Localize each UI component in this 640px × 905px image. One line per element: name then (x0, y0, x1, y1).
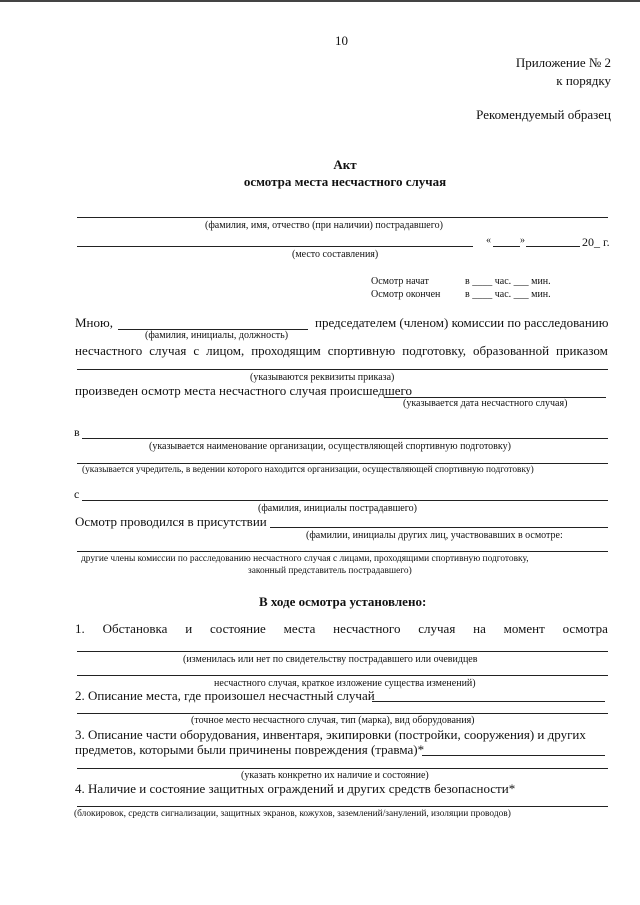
accident-word: проходящим (251, 343, 321, 358)
changes-line-2 (77, 675, 608, 676)
date-hint: (указывается дата несчастного случая) (403, 398, 568, 409)
title-line2: осмотра места несчастного случая (243, 174, 447, 189)
item1-word: несчастного (333, 621, 401, 636)
by-me-label: Мною, (75, 315, 113, 330)
item1-word: на (473, 621, 486, 636)
item2-text: 2. Описание места, где произошел несчастный случай (75, 688, 375, 703)
month-line (526, 246, 580, 247)
item1-word: осмотра (562, 621, 608, 636)
accident-word: несчастного (75, 343, 143, 358)
date-quote-open: « (486, 235, 491, 246)
date-quote-close: » (520, 235, 525, 246)
others-line (77, 551, 608, 552)
item1-word: случая (418, 621, 456, 636)
exact-place-hint: (точное место несчастного случая, тип (марка), вид оборудования) (191, 715, 475, 726)
item1-word: состояние (210, 621, 266, 636)
item1-word: 1. (75, 621, 85, 636)
others-hint: (фамилии, инициалы других лиц, участвовавших в осмотре: (306, 530, 563, 541)
accident-line (75, 343, 608, 359)
accident-word: образованной (473, 343, 550, 358)
item1-word: Обстановка (102, 621, 168, 636)
founder-hint: (указывается учредитель, в ведении которого находится организации, осуществляющей спортивную подготовку) (82, 465, 534, 475)
presence-line (270, 527, 608, 528)
item4-text: 4. Наличие и состояние защитных ограждений и других средств безопасности* (75, 781, 516, 796)
member-hint: (фамилия, инициалы, должность) (145, 330, 289, 341)
order-line (77, 369, 608, 370)
accident-word: лицом, (206, 343, 245, 358)
protection-hint: (блокировок, средств сигнализации, защитных экранов, кожухов, заземлений/занулений, изоляции проводов) (74, 809, 511, 819)
protection-line (77, 806, 608, 807)
item1-word: места (283, 621, 316, 636)
inspection-ended-time: в ____ час. ___ мин. (465, 289, 551, 300)
victim-line (82, 500, 608, 501)
in-label: в (74, 425, 80, 439)
appendix-label: Приложение № 2 (515, 55, 611, 70)
exact-place-line (77, 713, 608, 714)
item1-line (75, 621, 608, 637)
org-hint: (указывается наименование организации, осуществляющей спортивную подготовку) (149, 441, 511, 452)
page-number: 10 (335, 33, 348, 48)
accident-word: спортивную (327, 343, 396, 358)
performed-text: произведен осмотр места несчастного случая происшедшего (75, 383, 413, 398)
org-line (82, 438, 608, 439)
item3-text-1: 3. Описание части оборудования, инвентаря, экипировки (постройки, сооружения) и других (75, 727, 586, 742)
scan-top-edge (0, 0, 640, 2)
others-hint-2: другие члены комиссии по расследованию несчастного случая с лицами, проходящими спортивную подготовку, (81, 554, 529, 564)
fio-hint: (фамилия, имя, отчество (при наличии) пострадавшего) (205, 220, 443, 231)
established-heading: В ходе осмотра установлено: (259, 594, 427, 609)
changes-line (77, 651, 608, 652)
specify-hint: (указать конкретно их наличие и состояние) (241, 770, 429, 781)
item3-line (422, 755, 605, 756)
specify-line (77, 768, 608, 769)
changes-hint-2: несчастного случая, краткое изложение существа изменений) (214, 678, 476, 689)
order-hint: (указываются реквизиты приказа) (250, 372, 395, 383)
others-hint-3: законный представитель пострадавшего) (248, 566, 412, 576)
inspection-started-time: в ____ час. ___ мин. (465, 276, 551, 287)
victim-hint: (фамилия, инициалы пострадавшего) (258, 503, 417, 514)
to-order-label: к порядку (556, 73, 611, 88)
place-hint: (место составления) (292, 249, 379, 260)
accident-word: приказом (556, 343, 608, 358)
inspection-started-label: Осмотр начат (371, 276, 429, 287)
accident-word: случая (149, 343, 187, 358)
item2-line (372, 701, 605, 702)
accident-word: подготовку, (402, 343, 467, 358)
fio-line (77, 217, 608, 218)
place-line (77, 246, 473, 247)
inspection-ended-label: Осмотр окончен (371, 289, 441, 300)
item3-text-2: предметов, которыми были причинены повреждения (травма)* (75, 742, 425, 757)
sample-label: Рекомендуемый образец (476, 107, 611, 122)
accident-word: с (193, 343, 200, 358)
title-line1: Акт (333, 157, 357, 172)
item1-word: момент (503, 621, 545, 636)
chairman-text: председателем (членом) комиссии по расследованию (315, 315, 609, 330)
item1-word: и (185, 621, 193, 636)
founder-line (77, 463, 608, 464)
presence-text: Осмотр проводился в присутствии (75, 514, 267, 529)
year-label: 20_ г. (582, 235, 610, 249)
day-line (493, 246, 520, 247)
changes-hint: (изменилась или нет по свидетельству пострадавшего или очевидцев (183, 654, 478, 665)
with-label: с (74, 487, 80, 501)
